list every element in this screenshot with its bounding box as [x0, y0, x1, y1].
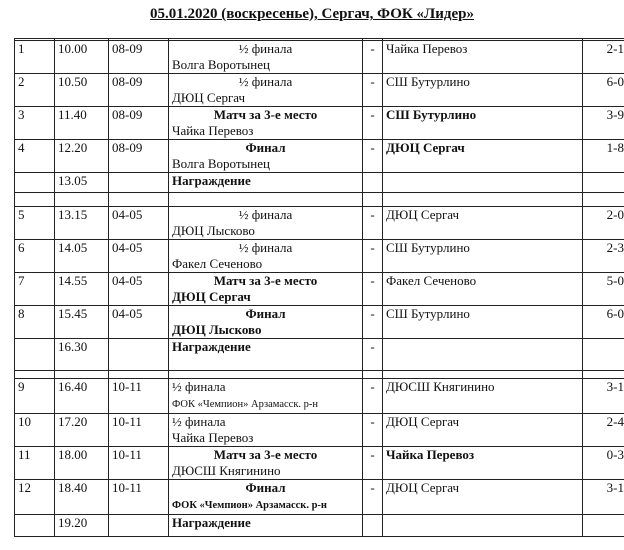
score	[583, 339, 624, 371]
match-time: 15.45	[55, 306, 109, 339]
match-time: 13.15	[55, 207, 109, 240]
stage-label: ½ финала	[172, 379, 226, 394]
home-cell	[169, 240, 363, 273]
dash: -	[363, 339, 383, 371]
match-number: 11	[15, 447, 55, 480]
score: 3-1	[583, 480, 624, 515]
age-group	[109, 173, 169, 193]
dash: -	[363, 74, 383, 107]
home-team: Волга Воротынец	[172, 156, 270, 171]
age-group	[109, 515, 169, 537]
age-group: 10-11	[109, 414, 169, 447]
match-time: 13.05	[55, 173, 109, 193]
dash: -	[363, 41, 383, 74]
stage-label: ½ финала	[172, 414, 226, 429]
spacer-cell	[169, 371, 363, 379]
dash: -	[363, 414, 383, 447]
score: 0-3	[583, 447, 624, 480]
away-team: ДЮСШ Княгинино	[383, 379, 583, 414]
match-number: 7	[15, 273, 55, 306]
home-cell	[169, 306, 363, 339]
home-cell	[169, 273, 363, 306]
home-team: Факел Сеченово	[172, 256, 263, 271]
stage-label: ½ финала	[238, 41, 293, 56]
home-cell	[169, 480, 363, 515]
home-team: Чайка Перевоз	[172, 430, 254, 445]
dash: -	[363, 107, 383, 140]
age-group: 10-11	[109, 379, 169, 414]
stage-label: ½ финала	[238, 240, 293, 255]
dash: -	[363, 207, 383, 240]
table-row	[15, 193, 624, 207]
spacer-cell	[169, 193, 363, 207]
table-row	[15, 306, 624, 339]
stage-label: Финал	[245, 306, 286, 321]
table-row	[15, 140, 624, 173]
dash: -	[363, 273, 383, 306]
home-team: ДЮЦ Сергач	[172, 289, 251, 304]
score	[583, 173, 624, 193]
dash: -	[363, 447, 383, 480]
home-cell	[169, 140, 363, 173]
away-team: СШ Бутурлино	[383, 306, 583, 339]
spacer-cell	[583, 193, 624, 207]
table-row	[15, 339, 624, 371]
stage-label: Финал	[245, 140, 286, 155]
table-row	[15, 74, 624, 107]
age-group	[109, 339, 169, 371]
spacer-cell	[109, 371, 169, 379]
table-row	[15, 447, 624, 480]
stage-label: Матч за 3-е место	[213, 273, 318, 288]
spacer-cell	[383, 193, 583, 207]
age-group: 10-11	[109, 447, 169, 480]
award-label: Награждение	[169, 339, 363, 371]
match-number: 5	[15, 207, 55, 240]
score: 6-0	[583, 306, 624, 339]
score: 3-9	[583, 107, 624, 140]
dash	[363, 173, 383, 193]
stage-label: Матч за 3-е место	[213, 107, 318, 122]
spacer-cell	[363, 371, 383, 379]
home-cell	[169, 107, 363, 140]
page-title: 05.01.2020 (воскресенье), Сергач, ФОК «Лидер»	[150, 6, 474, 22]
score: 3-1	[583, 379, 624, 414]
score: 2-4	[583, 414, 624, 447]
score: 2-0	[583, 207, 624, 240]
table-row	[15, 379, 624, 414]
home-team: Чайка Перевоз	[172, 123, 254, 138]
home-cell	[169, 207, 363, 240]
table-row	[15, 414, 624, 447]
match-number	[15, 173, 55, 193]
home-team: ДЮСШ Княгинино	[172, 463, 281, 478]
match-number: 9	[15, 379, 55, 414]
stage-label: Матч за 3-е место	[213, 447, 318, 462]
match-number: 1	[15, 41, 55, 74]
age-group: 04-05	[109, 240, 169, 273]
award-label: Награждение	[169, 173, 363, 193]
match-time: 14.55	[55, 273, 109, 306]
home-team: Волга Воротынец	[172, 57, 270, 72]
dash	[363, 515, 383, 537]
table-row	[15, 107, 624, 140]
dash: -	[363, 480, 383, 515]
match-time: 18.40	[55, 480, 109, 515]
away-team: ДЮЦ Сергач	[383, 480, 583, 515]
age-group: 04-05	[109, 207, 169, 240]
table-row	[15, 480, 624, 515]
dash: -	[363, 379, 383, 414]
match-number	[15, 515, 55, 537]
away-team	[383, 515, 583, 537]
match-time: 11.40	[55, 107, 109, 140]
match-number: 2	[15, 74, 55, 107]
home-team: ДЮЦ Лысково	[172, 223, 255, 238]
score: 1-8	[583, 140, 624, 173]
table-row	[15, 273, 624, 306]
match-time: 19.20	[55, 515, 109, 537]
match-time: 14.05	[55, 240, 109, 273]
away-team: СШ Бутурлино	[383, 240, 583, 273]
match-number: 10	[15, 414, 55, 447]
home-cell	[169, 74, 363, 107]
dash: -	[363, 140, 383, 173]
home-cell	[169, 447, 363, 480]
stage-label: ½ финала	[238, 74, 293, 89]
home-team: ФОК «Чемпион» Арзамасск. р-н	[172, 399, 319, 410]
home-team: ДЮЦ Лысково	[172, 322, 262, 337]
match-time: 17.20	[55, 414, 109, 447]
dash: -	[363, 240, 383, 273]
score: 6-0	[583, 74, 624, 107]
score	[583, 515, 624, 537]
match-time: 10.50	[55, 74, 109, 107]
match-time: 10.00	[55, 41, 109, 74]
match-time: 16.30	[55, 339, 109, 371]
age-group: 04-05	[109, 273, 169, 306]
age-group: 08-09	[109, 140, 169, 173]
age-group: 10-11	[109, 480, 169, 515]
match-number: 12	[15, 480, 55, 515]
home-cell	[169, 414, 363, 447]
schedule-table	[14, 38, 624, 537]
home-cell	[169, 379, 363, 414]
home-team: ДЮЦ Сергач	[172, 90, 246, 105]
away-team: Чайка Перевоз	[383, 447, 583, 480]
away-team: СШ Бутурлино	[383, 107, 583, 140]
table-row	[15, 207, 624, 240]
table-row	[15, 515, 624, 537]
score: 2-1	[583, 41, 624, 74]
match-number: 8	[15, 306, 55, 339]
age-group: 08-09	[109, 107, 169, 140]
home-team: ФОК «Чемпион» Арзамасск. р-н	[172, 500, 327, 511]
spacer-cell	[383, 371, 583, 379]
match-number	[15, 339, 55, 371]
match-number: 4	[15, 140, 55, 173]
table-row	[15, 371, 624, 379]
stage-label: ½ финала	[238, 207, 293, 222]
away-team	[383, 173, 583, 193]
table-row	[15, 240, 624, 273]
away-team	[383, 339, 583, 371]
spacer-cell	[55, 193, 109, 207]
spacer-cell	[583, 371, 624, 379]
table-row	[15, 173, 624, 193]
stage-label: Финал	[245, 480, 286, 495]
score: 2-3	[583, 240, 624, 273]
score: 5-0	[583, 273, 624, 306]
away-team: ДЮЦ Сергач	[383, 207, 583, 240]
spacer-cell	[15, 193, 55, 207]
age-group: 04-05	[109, 306, 169, 339]
match-time: 18.00	[55, 447, 109, 480]
match-time: 16.40	[55, 379, 109, 414]
match-time: 12.20	[55, 140, 109, 173]
age-group: 08-09	[109, 74, 169, 107]
away-team: ДЮЦ Сергач	[383, 140, 583, 173]
away-team: Факел Сеченово	[383, 273, 583, 306]
match-number: 6	[15, 240, 55, 273]
match-number: 3	[15, 107, 55, 140]
away-team: СШ Бутурлино	[383, 74, 583, 107]
spacer-cell	[109, 193, 169, 207]
spacer-cell	[363, 193, 383, 207]
away-team: Чайка Перевоз	[383, 41, 583, 74]
spacer-cell	[55, 371, 109, 379]
table-row	[15, 41, 624, 74]
home-cell	[169, 41, 363, 74]
age-group: 08-09	[109, 41, 169, 74]
dash: -	[363, 306, 383, 339]
away-team: ДЮЦ Сергач	[383, 414, 583, 447]
spacer-cell	[15, 371, 55, 379]
award-label: Награждение	[169, 515, 363, 537]
